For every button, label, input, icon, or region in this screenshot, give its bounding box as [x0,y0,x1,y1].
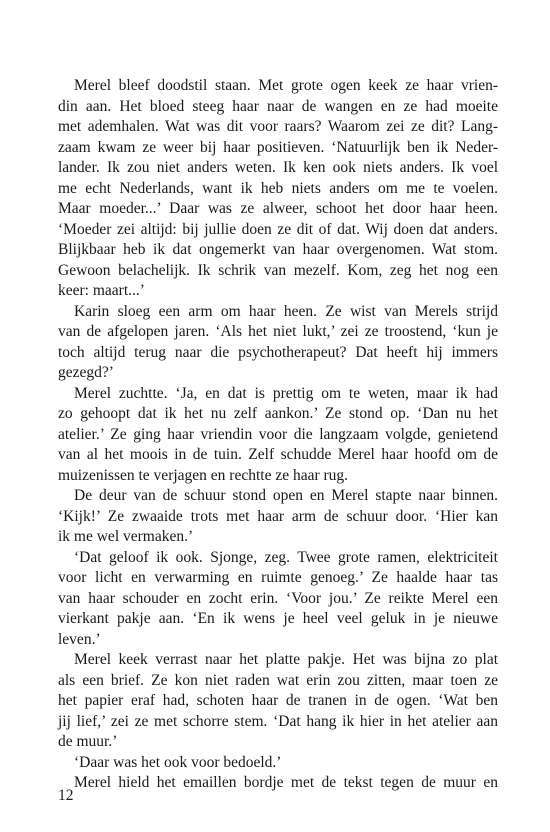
text-line: toch altijd terug naar die psychotherapeut? Dat heeft hij immers [58,343,498,361]
text-line: Merel zuchtte. ‘Ja, en dat is prettig om te weten, maar ik had [74,384,498,402]
text-line: Merel bleef doodstil staan. Met grote ogen keek ze haar vrien- [74,77,498,94]
body-text [58,76,498,794]
text-line: als een brief. Ze kon niet raden wat erin zou zitten, maar toen ze [58,671,498,689]
text-line: vierkant pakje aan. ‘En ik wens je heel veel geluk in je nieuwe [58,610,498,627]
text-line: van al het moois in de tuin. Zelf schudde Merel haar hoofd om de [58,446,498,463]
text-line: de muur.’ [58,733,118,750]
text-line: Gewoon belachelijk. Ik schrik van mezelf. Kom, zeg het nog een [58,261,498,279]
text-line: Blijkbaar heb ik dat ongemerkt van haar overgenomen. Wat stom. [58,241,498,258]
text-line: ‘Dat geloof ik ook. Sjonge, zeg. Twee grote ramen, elektriciteit [74,548,498,566]
text-line: met ademhalen. Wat was dit voor raars? Waarom zei ze dit? Lang- [58,118,498,135]
text-line: me echt Nederlands, want ik heb niets anders om me te voelen. [58,179,498,197]
text-line: ‘Moeder zei altijd: bij jullie doen ze dit of dat. Wij doen dat anders. [58,220,498,238]
text-line: het papier eraf had, schoten haar de tranen in de ogen. ‘Wat ben [58,692,498,709]
text-line: ‘Kijk!’ Ze zwaaide trots met haar arm de schuur door. ‘Hier kan [58,507,498,525]
text-line: lander. Ik zou niet anders weten. Ik ken ook niets anders. Ik voel [58,159,498,176]
text-line: Merel hield het emaillen bordje met de tekst tegen de muur en [74,774,498,791]
text-line: De deur van de schuur stond open en Merel stapte naar binnen. [74,487,498,504]
text-line: muizenissen te verjagen en rechtte ze haar rug. [58,466,349,484]
text-line: Merel keek verrast naar het platte pakje. Het was bijna zo plat [74,651,498,668]
text-line: Karin sloeg een arm om haar heen. Ze wist van Merels strijd [74,302,498,320]
page-number: 12 [58,787,74,804]
text-line: keer: maart...’ [58,282,145,299]
text-line: jij lief,’ zei ze met schorre stem. ‘Dat hang ik hier in het atelier aan [58,712,498,730]
text-line: zo gehoopt dat ik het nu zelf aankon.’ Ze stond op. ‘Dan nu het [58,405,498,422]
text-line: zaam kwam ze weer bij haar positieven. ‘Natuurlijk ben ik Neder- [58,138,498,156]
text-line: atelier.’ Ze ging haar vriendin voor die langzaam volgde, genietend [58,425,498,443]
text-line: van haar schouder en zocht erin. ‘Voor jou.’ Ze reikte Merel een [58,589,498,607]
text-line: voor licht en verwarming en ruimte genoeg.’ Ze haalde haar tas [58,569,498,586]
text-line: Maar moeder...’ Daar was ze alweer, schoot het door haar heen. [58,200,498,217]
text-line: din aan. Het bloed steeg haar naar de wangen en ze had moeite [58,97,498,115]
text-line: gezegd?’ [58,364,114,381]
text-line: ‘Daar was het ook voor bedoeld.’ [74,753,282,771]
text-line: ik me wel vermaken.’ [58,528,194,545]
text-line: leven.’ [58,630,101,648]
text-line: van de afgelopen jaren. ‘Als het niet lukt,’ zei ze troostend, ‘kun je [58,323,498,340]
